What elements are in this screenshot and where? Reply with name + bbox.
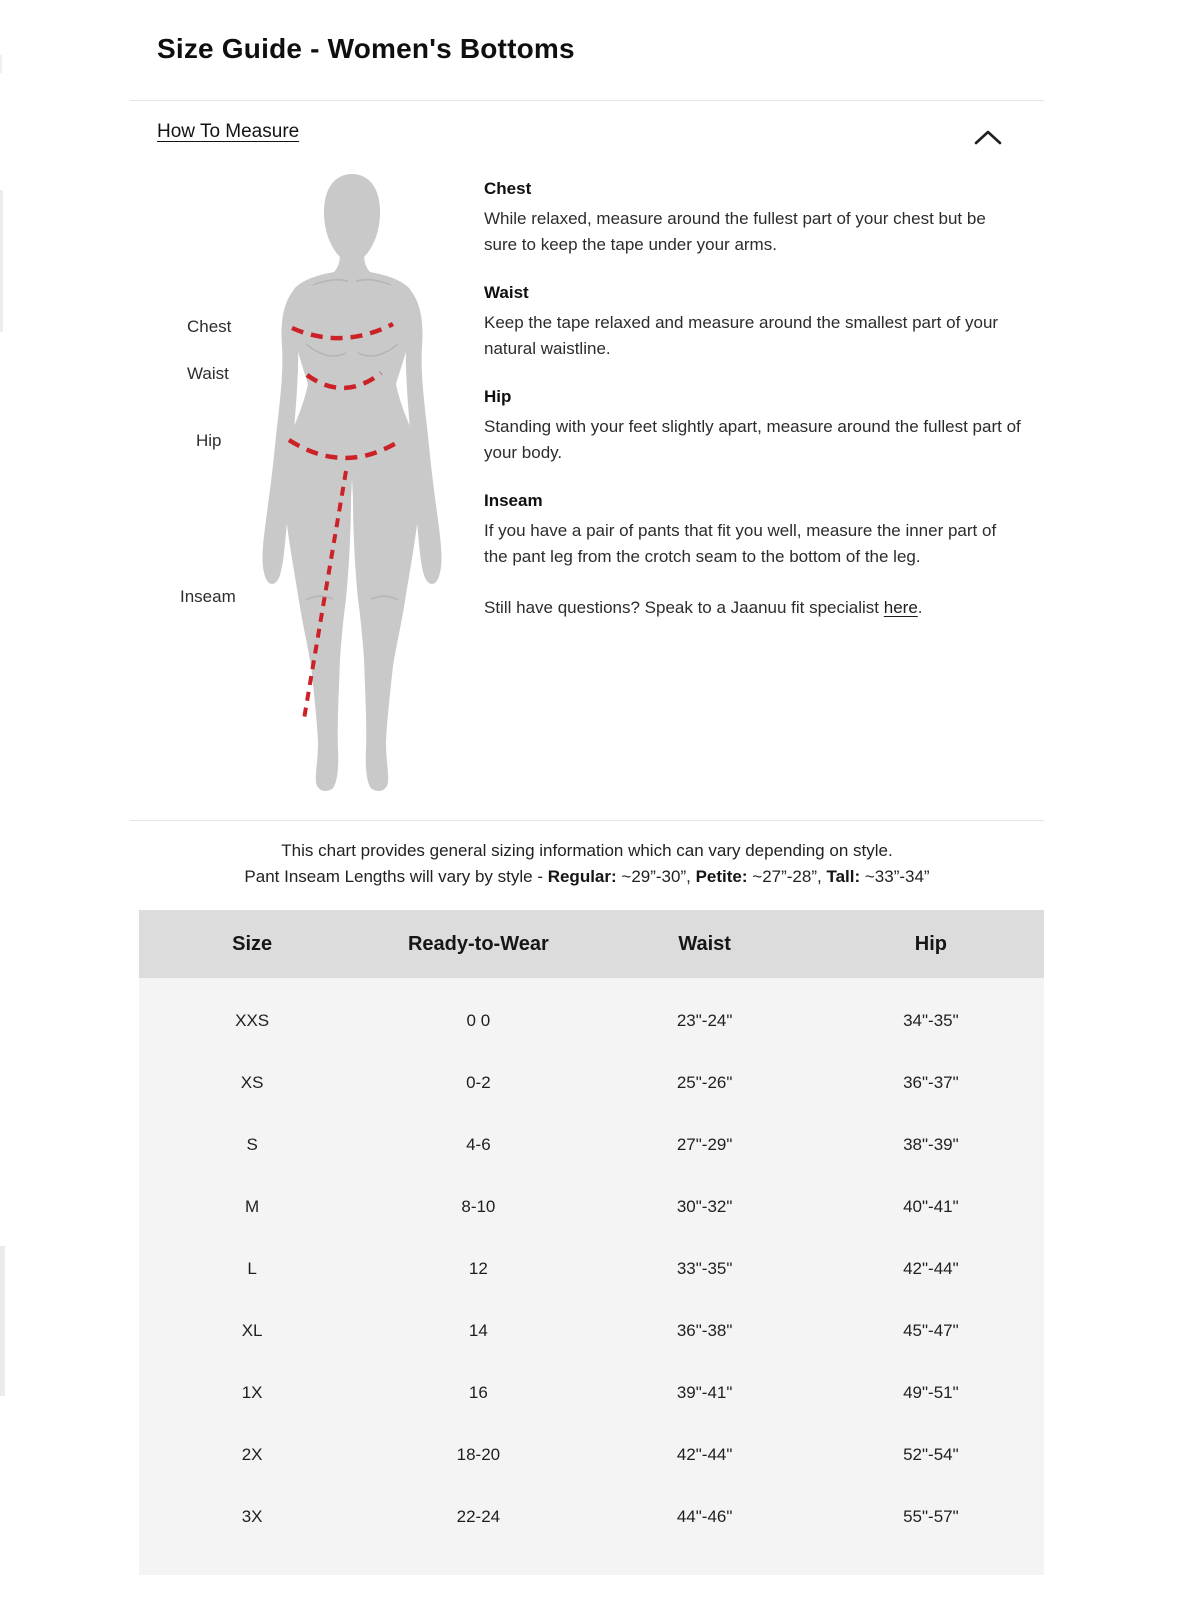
table-row: [139, 1176, 1044, 1238]
table-cell: 25"-26": [676, 1073, 733, 1092]
tall-label: Tall:: [826, 866, 861, 886]
page-edge-artifact: [0, 190, 3, 332]
table-row: [139, 1114, 1044, 1176]
table-header-size: Size: [232, 932, 273, 955]
fit-questions-suffix: .: [917, 598, 923, 617]
section-body: If you have a pair of pants that fit you well, measure the inner part of the pant leg from the crotch seam to the bottom of the leg.: [484, 521, 997, 566]
section-title: Hip: [484, 387, 512, 406]
table-cell: 14: [468, 1321, 488, 1340]
measure-section-inseam: [484, 491, 1040, 570]
table-cell: 34"-35": [903, 1011, 959, 1030]
page-edge-artifact: [0, 1246, 5, 1396]
table-cell: 36"-37": [903, 1073, 959, 1092]
size-guide-panel: [130, 0, 1044, 1600]
table-cell: 49"-51": [903, 1383, 959, 1402]
table-cell: 0-2: [466, 1073, 491, 1092]
table-header-ready-to-wear: Ready-to-Wear: [407, 932, 549, 955]
table-cell: XXS: [235, 1011, 270, 1030]
table-cell: 36"-38": [676, 1321, 733, 1340]
figure-label-hip: Hip: [196, 431, 222, 450]
fit-questions-line: [484, 595, 1040, 621]
fit-questions-text: Still have questions? Speak to a Jaanuu fit specialist: [484, 598, 884, 617]
table-cell: 23"-24": [676, 1011, 733, 1030]
table-cell: M: [245, 1197, 260, 1216]
page-title: Size Guide - Women's Bottoms: [157, 32, 575, 64]
table-cell: 1X: [241, 1383, 263, 1402]
divider: [130, 100, 1044, 101]
section-title: Waist: [484, 283, 529, 302]
table-cell: S: [246, 1135, 258, 1154]
table-cell: 12: [468, 1259, 488, 1278]
table-cell: XS: [240, 1073, 264, 1092]
section-body: While relaxed, measure around the fullest part of your chest but be sure to keep the tape under your arms.: [484, 209, 986, 254]
table-cell: 42"-44": [903, 1259, 959, 1278]
figure-label-inseam: Inseam: [180, 587, 236, 606]
sizing-note-line1: This chart provides general sizing information which can vary depending on style.: [281, 841, 893, 860]
table-row: [139, 1424, 1044, 1486]
table-header-waist: Waist: [678, 932, 731, 955]
table-row: [139, 1238, 1044, 1300]
measure-section-waist: [484, 283, 1040, 362]
table-cell: L: [247, 1259, 257, 1278]
table-row: [139, 1052, 1044, 1114]
table-cell: 2X: [241, 1445, 263, 1464]
table-cell: 39"-41": [676, 1383, 733, 1402]
table-row: [139, 1362, 1044, 1424]
measure-instructions: [484, 179, 1040, 621]
section-body: Standing with your feet slightly apart, measure around the fullest part of your body.: [484, 417, 1021, 462]
table-cell: 30"-32": [676, 1197, 733, 1216]
body-silhouette: [263, 174, 442, 791]
table-cell: 18-20: [456, 1445, 501, 1464]
table-cell: 55"-57": [903, 1507, 959, 1526]
table-cell: 44"-46": [676, 1507, 733, 1526]
body-measurement-diagram: [185, 168, 525, 820]
table-cell: 4-6: [466, 1135, 491, 1154]
table-cell: 33"-35": [676, 1259, 733, 1278]
table-cell: 40"-41": [903, 1197, 959, 1216]
measure-section-hip: [484, 387, 1040, 466]
table-cell: 8-10: [461, 1197, 496, 1216]
table-cell: 52"-54": [903, 1445, 959, 1464]
size-table: [139, 910, 1044, 1575]
section-title: Chest: [484, 179, 532, 198]
regular-label: Regular:: [547, 866, 617, 886]
table-cell: XL: [241, 1321, 263, 1340]
how-to-measure-link[interactable]: How To Measure: [157, 121, 300, 142]
figure-label-waist: Waist: [187, 364, 229, 383]
page-edge-artifact: [0, 55, 2, 73]
petite-label: Petite:: [695, 866, 748, 886]
fit-specialist-link[interactable]: here: [883, 598, 918, 617]
table-cell: 42"-44": [676, 1445, 733, 1464]
divider: [130, 820, 1044, 821]
collapse-section-button[interactable]: [972, 126, 1004, 150]
sizing-note: [130, 838, 1044, 889]
size-table-body: [139, 978, 1044, 1575]
table-row: [139, 1300, 1044, 1362]
section-body: Keep the tape relaxed and measure around the smallest part of your natural waistline.: [484, 313, 999, 358]
table-cell: 3X: [241, 1507, 263, 1526]
table-cell: 16: [468, 1383, 488, 1402]
section-title: Inseam: [484, 491, 543, 510]
table-cell: 27"-29": [676, 1135, 733, 1154]
table-cell: 22-24: [456, 1507, 501, 1526]
table-row: [139, 990, 1044, 1052]
table-row: [139, 1486, 1044, 1548]
measurement-figure: [130, 165, 484, 820]
table-header-hip: Hip: [914, 932, 947, 955]
table-cell: 38"-39": [903, 1135, 959, 1154]
sizing-note-line2: Pant Inseam Lengths will vary by style - Regular: ~29”-30”, Petite: ~27”-28”, Tall: ~33”-34”: [244, 866, 930, 886]
table-cell: 0 0: [466, 1011, 491, 1030]
chevron-up-icon: [973, 128, 1003, 148]
figure-label-chest: Chest: [187, 317, 232, 336]
size-table-header: [139, 910, 1044, 978]
measure-section-chest: [484, 179, 1040, 258]
table-cell: 45"-47": [903, 1321, 959, 1340]
